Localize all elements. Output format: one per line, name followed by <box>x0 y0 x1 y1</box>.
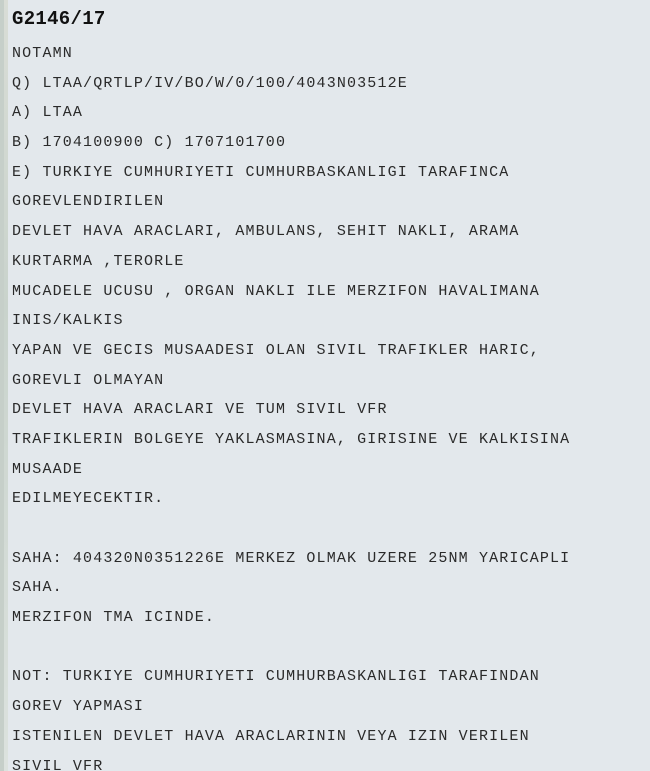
notam-line: EDILMEYECEKTIR. <box>12 490 165 508</box>
notam-line: GOREVLENDIRILEN <box>12 193 165 211</box>
notam-line: MERZIFON TMA ICINDE. <box>12 609 216 627</box>
notam-line: DEVLET HAVA ARACLARI VE TUM SIVIL VFR <box>12 401 388 419</box>
notam-line: A) LTAA <box>12 104 84 122</box>
notam-line: TRAFIKLERIN BOLGEYE YAKLASMASINA, GIRISINE VE KALKISINA <box>12 430 571 448</box>
notam-line: B) 1704100900 C) 1707101700 <box>12 134 287 152</box>
notam-line: ISTENILEN DEVLET HAVA ARACLARININ VEYA IZIN VERILEN <box>12 727 530 745</box>
notam-line: E) TURKIYE CUMHURIYETI CUMHURBASKANLIGI TARAFINCA <box>12 163 510 181</box>
notam-blank-line <box>12 633 570 663</box>
notam-body <box>12 39 570 771</box>
notam-line: INIS/KALKIS <box>12 312 124 330</box>
notam-line: GOREVLI OLMAYAN <box>12 371 165 389</box>
notam-line: NOTAMN <box>12 45 73 62</box>
notam-line: Q) LTAA/QRTLP/IV/BO/W/0/100/4043N03512E <box>12 74 408 92</box>
notam-line: SIVIL VFR <box>12 757 104 771</box>
notam-line: MUCADELE UCUSU , ORGAN NAKLI ILE MERZIFON HAVALIMANA <box>12 282 540 300</box>
notam-line: GOREV YAPMASI <box>12 698 144 716</box>
notam-line: YAPAN VE GECIS MUSAADESI OLAN SIVIL TRAFIKLER HARIC, <box>12 341 540 359</box>
left-edge-strip <box>4 0 8 771</box>
notam-blank-line <box>12 514 570 544</box>
notam-line: NOT: TURKIYE CUMHURIYETI CUMHURBASKANLIGI TARAFINDAN <box>12 668 540 686</box>
notam-id: G2146/17 <box>12 8 106 30</box>
notam-line: DEVLET HAVA ARACLARI, AMBULANS, SEHIT NAKLI, ARAMA <box>12 223 520 241</box>
notam-line: KURTARMA ,TERORLE <box>12 252 185 270</box>
notam-line: SAHA: 404320N0351226E MERKEZ OLMAK UZERE 25NM YARICAPLI <box>12 549 571 567</box>
notam-line: MUSAADE <box>12 460 84 478</box>
notam-line: SAHA. <box>12 579 63 597</box>
